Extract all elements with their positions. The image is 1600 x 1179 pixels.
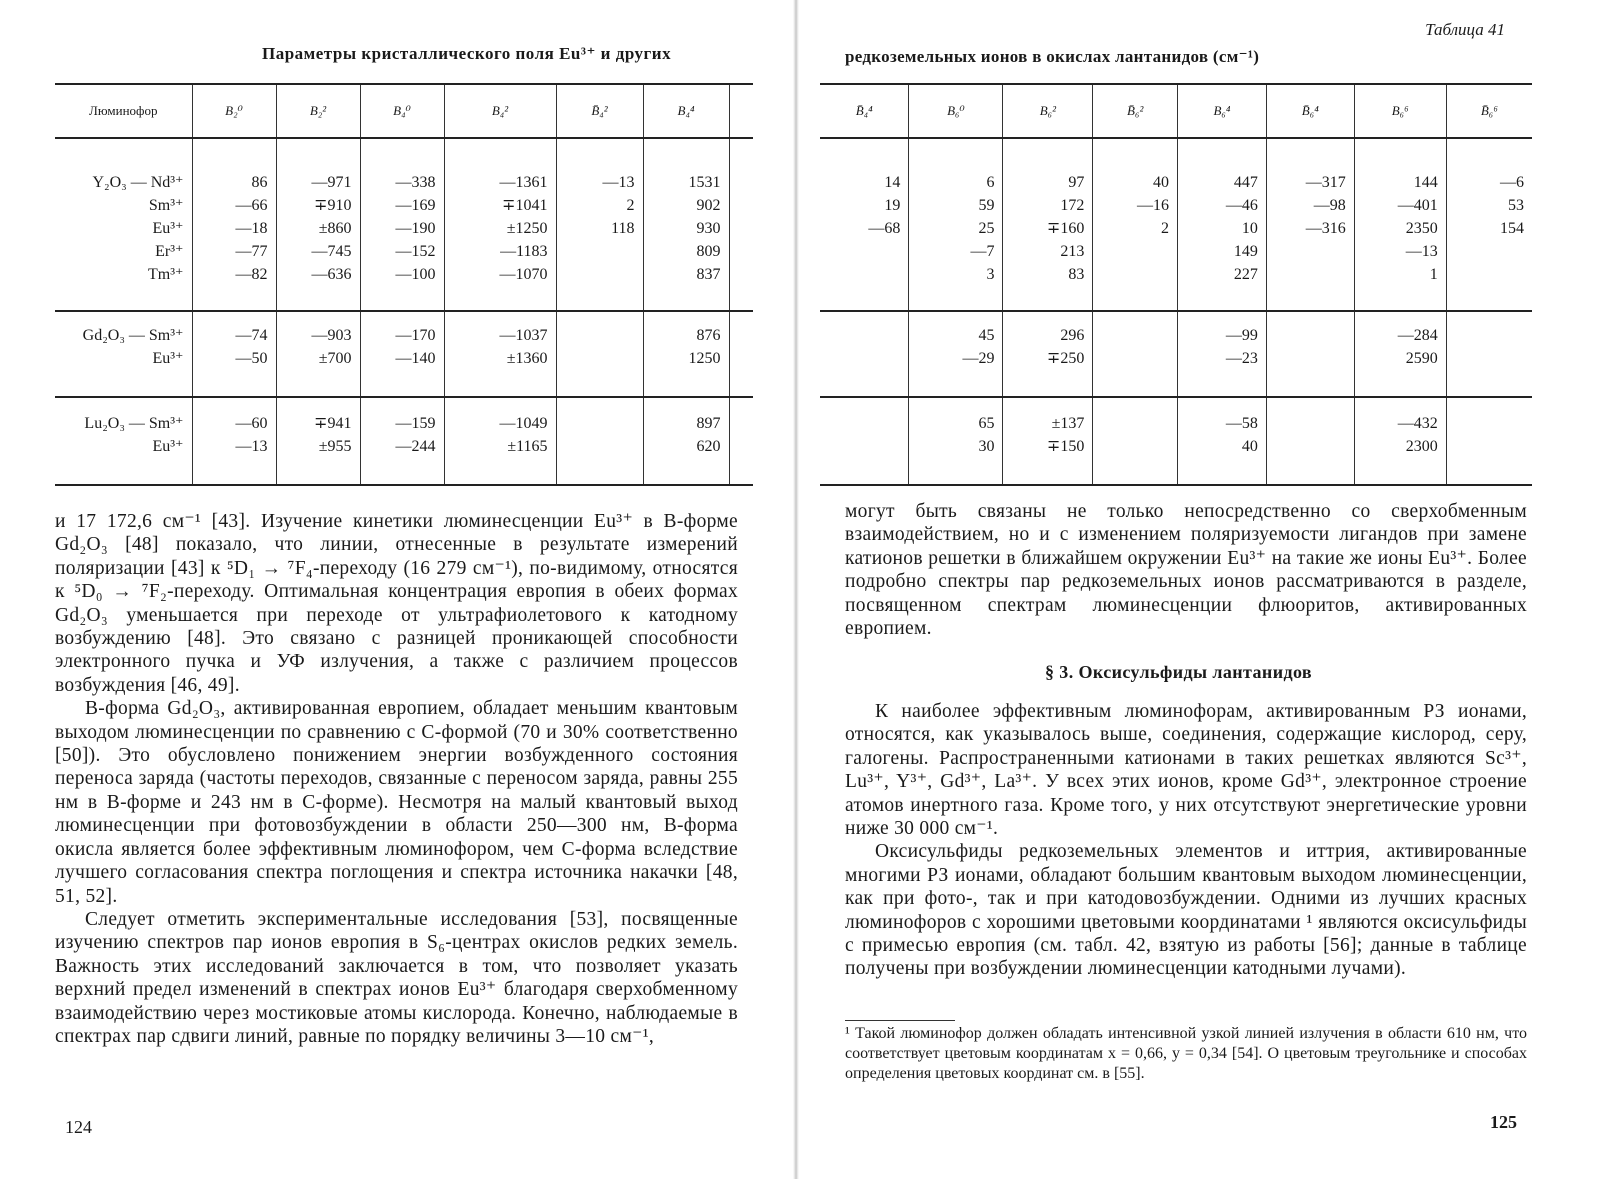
table-cell: —100: [395, 266, 436, 283]
table-cell: ∓910: [314, 197, 352, 214]
table-cell: 45: [978, 327, 995, 344]
header-b20: B₂⁰: [192, 84, 276, 138]
table-cell: 14: [884, 174, 901, 191]
table-cell: —903: [311, 327, 352, 344]
table-cell: 447: [1233, 174, 1258, 191]
table-cell: 59: [978, 197, 995, 214]
table-cell: 876: [696, 327, 721, 344]
table-row-group: [55, 397, 753, 485]
phosphor-label: [63, 171, 184, 194]
table-cell: —98: [1313, 197, 1346, 214]
left-page: [0, 0, 790, 1179]
table-cell: 227: [1233, 266, 1258, 283]
phosphor-label: [63, 217, 184, 240]
table-cell: —74: [235, 327, 268, 344]
table-cell: —971: [311, 174, 352, 191]
header-b42-bar: B̄₄²: [556, 84, 643, 138]
activator-ion: Nd³⁺: [150, 174, 184, 191]
table-cell: 40: [1153, 174, 1170, 191]
table-cell: 3: [986, 266, 995, 283]
table-cell: 86: [251, 174, 268, 191]
header-b66-bar: B̄₆⁶: [1446, 84, 1532, 138]
table-cell: —244: [395, 438, 436, 455]
table-row-group: [55, 138, 753, 311]
phosphor-label: [63, 240, 184, 263]
host-lattice: Lu₂O₃ —: [84, 415, 149, 432]
table-cell: ±860: [318, 220, 352, 237]
header-b66: B₆⁶: [1354, 84, 1446, 138]
left-body-text: [55, 510, 738, 1048]
table-cell: 1250: [688, 350, 721, 367]
table-cell: ±955: [318, 438, 352, 455]
activator-ion: Sm³⁺: [148, 415, 184, 432]
table-cell: —1070: [499, 266, 548, 283]
header-b60: B₆⁰: [909, 84, 1003, 138]
table-cell: —140: [395, 350, 436, 367]
header-b64-bar: B̄₆⁴: [1266, 84, 1354, 138]
footnote: ¹ Такой люминофор должен обладать интенсивной узкой линией излучения в области 610 нм, что соответствует цветовым координатам x = 0,66, y = 0,34 [54]. О цветовым треугольнике и способах определения цветовых координат см. в [55].: [845, 1025, 1527, 1082]
table-cell: ±1165: [507, 438, 548, 455]
table-cell: —317: [1305, 174, 1346, 191]
table-cell: 1: [1429, 266, 1438, 283]
table-cell: 6: [986, 174, 995, 191]
table-cell: 2: [626, 197, 635, 214]
paragraph: B-форма Gd₂O₃, активированная европием, обладает меньшим квантовым выходом люминесценции по сравнению с C-формой (70 и 30% соответственно [50]). Это обусловлено понижением энергии возбужденного состояния переноса заряда (частоты переходов, связанные с переносом заряда, равны 255 нм в B-форме и 243 нм в C-форме). Несмотря на малый квантовый выход люминесценции при фотовозбуждении в области 250—300 нм, B-форма окисла является более эффективным люминофором, чем C-форма вследствие лучшего согласования спектра поглощения и спектра источника накачки [48, 51, 52].: [55, 698, 738, 907]
phosphor-label: [63, 347, 184, 370]
table-cell: —58: [1225, 415, 1258, 432]
table-cell: —16: [1137, 197, 1170, 214]
table-cell: —13: [235, 438, 268, 455]
header-b44-bar: B̄₄⁴: [820, 84, 909, 138]
table-cell: 620: [696, 438, 721, 455]
header-b22: B₂²: [276, 84, 360, 138]
table-cell: —190: [395, 220, 436, 237]
table-cell: —77: [235, 243, 268, 260]
phosphor-label: [63, 435, 184, 458]
table-row-group: [820, 138, 1532, 311]
table-cell: 154: [1500, 220, 1524, 237]
table-cell: —6: [1500, 174, 1524, 191]
table-cell: —169: [395, 197, 436, 214]
right-body-text-top: [845, 500, 1527, 640]
activator-ion: Er³⁺: [155, 243, 184, 260]
table-row-group: [55, 311, 753, 397]
section-heading: § 3. Оксисульфиды лантанидов: [1045, 662, 1313, 682]
table-cell: ±137: [1051, 415, 1085, 432]
table-cell: 2350: [1405, 220, 1438, 237]
table-cell: 902: [696, 197, 721, 214]
table-cell: —7: [970, 243, 995, 260]
phosphor-label: [63, 412, 184, 435]
header-b64: B₆⁴: [1178, 84, 1267, 138]
table-row-group: [820, 397, 1532, 485]
table-cell: —13: [1405, 243, 1438, 260]
paragraph: Следует отметить экспериментальные исследования [53], посвященные изучению спектров пар ионов европия в S₆-центрах окислов редких земель. Важность этих исследований заключается в том, что позволяет указать верхний предел изменений в спектрах ионов Eu³⁺ благодаря сверхобменному взаимодействию через мостиковые атомы кислорода. Конечно, наблюдаемые в спектрах пар сдвиги линий, равные по порядку величины 3—10 см⁻¹,: [55, 908, 738, 1047]
table-cell: —1049: [499, 415, 548, 432]
paragraph: могут быть связаны не только непосредственно со сверхобменным взаимодействием, но и с изменением поляризуемости лигандов при замене катионов решетки в ближайшем окружении Eu³⁺ на такие же ионы Eu³⁺. Более подробно спектры пар редкоземельных ионов рассматриваются в разделе, посвященном спектрам люминесценции флюоритов, активированных европием.: [845, 501, 1527, 640]
table-cell: —66: [235, 197, 268, 214]
book-gutter: [793, 0, 799, 1179]
table-cell: 213: [1060, 243, 1085, 260]
phosphor-label: [63, 324, 184, 347]
host-lattice: Y₂O₃ —: [92, 174, 151, 191]
table-cell: —170: [395, 327, 436, 344]
table-cell: 296: [1060, 327, 1085, 344]
phosphor-label: [63, 194, 184, 217]
table-cell: —636: [311, 266, 352, 283]
table-row-group: [820, 311, 1532, 397]
right-body-text: [845, 700, 1527, 981]
table-cell: —1183: [500, 243, 548, 260]
table-cell: ∓150: [1046, 438, 1085, 455]
table-cell: —82: [235, 266, 268, 283]
table-cell: 25: [978, 220, 995, 237]
table-cell: 97: [1068, 174, 1085, 191]
activator-ion: Eu³⁺: [152, 220, 184, 237]
paragraph: Оксисульфиды редкоземельных элементов и иттрия, активированные многими РЗ ионами, обладают большим квантовым выходом люминесценции, как при фото-, так и при катодовозбуждении. Одними из лучших красных люминофоров с хорошими цветовыми координатами ¹ являются оксисульфиды с примесью европия (см. табл. 42, взятую из работы [56]; данные в таблице получены при возбуждении люминесценции катодными лучами).: [845, 841, 1527, 980]
table-cell: —159: [395, 415, 436, 432]
table-cell: —152: [395, 243, 436, 260]
table-cell: ∓1041: [502, 197, 548, 214]
activator-ion: Tm³⁺: [148, 266, 184, 283]
table-cell: 837: [696, 266, 721, 283]
table-cell: 2300: [1405, 438, 1438, 455]
paragraph: и 17 172,6 см⁻¹ [43]. Изучение кинетики люминесценции Eu³⁺ в B-форме Gd₂O₃ [48] показало, что линии, отнесенные в результате измерений поляризации [43] к ⁵D₁ → ⁷F₄-переходу (16 279 см⁻¹), по-видимому, относятся к ⁵D₀ → ⁷F₂-переходу. Оптимальная концентрация европия в обеих формах Gd₂O₃ уменьшается при переходе от ультрафиолетового к катодному возбуждению [48]. Это связано с разницей проникающей способности электронного пучка и УФ излучения, а также с различием процессов возбуждения [46, 49].: [55, 511, 738, 696]
table-cell: 118: [611, 220, 635, 237]
table-cell: —432: [1397, 415, 1438, 432]
table-cell: 930: [696, 220, 721, 237]
table-cell: —316: [1305, 220, 1346, 237]
header-b40: B₄⁰: [360, 84, 444, 138]
table-cell: —29: [962, 350, 995, 367]
phosphor-label: [63, 263, 184, 286]
table-cell: ±700: [318, 350, 352, 367]
activator-ion: Sm³⁺: [148, 327, 184, 344]
table-cell: 149: [1233, 243, 1258, 260]
table-cell: —68: [868, 220, 901, 237]
table-caption-right: редкоземельных ионов в окислах лантанидов (см⁻¹): [845, 47, 1260, 66]
table-cell: 53: [1508, 197, 1524, 214]
table-cell: 2590: [1405, 350, 1438, 367]
table-cell: ±1360: [506, 350, 548, 367]
host-lattice: Gd₂O₃ —: [82, 327, 149, 344]
table-cell: ∓250: [1046, 350, 1085, 367]
table-cell: —18: [235, 220, 268, 237]
table-cell: —60: [235, 415, 268, 432]
footnote-rule: [845, 1020, 955, 1021]
table-cell: —13: [602, 174, 635, 191]
table-cell: —284: [1397, 327, 1438, 344]
table-cell: —50: [235, 350, 268, 367]
table-cell: 897: [696, 415, 721, 432]
activator-ion: Eu³⁺: [152, 350, 184, 367]
table-number-label: Таблица 41: [1425, 20, 1505, 39]
table-cell: —23: [1225, 350, 1258, 367]
table-cell: 1531: [688, 174, 721, 191]
header-b44: B₄⁴: [643, 84, 729, 138]
table-cell: 10: [1241, 220, 1258, 237]
table-cell: 19: [884, 197, 901, 214]
table-cell: —401: [1397, 197, 1438, 214]
paragraph: К наиболее эффективным люминофорам, активированным РЗ ионами, относятся, как указывалось выше, соединения, содержащие кислород, серу, галогены. Распространенными катионами в таких решетках являются Sc³⁺, Lu³⁺, Y³⁺, Gd³⁺, La³⁺. У всех этих ионов, кроме Gd³⁺, электронное строение атомов инертного газа. Кроме того, у них отсутствуют энергетические уровни ниже 30 000 см⁻¹.: [845, 701, 1527, 840]
page-number: 124: [65, 1117, 92, 1137]
table-cell: 144: [1413, 174, 1438, 191]
table-cell: 809: [696, 243, 721, 260]
table-cell: 65: [978, 415, 995, 432]
crystal-field-table-left: [55, 83, 753, 486]
table-cell: 40: [1241, 438, 1258, 455]
table-cell: —338: [395, 174, 436, 191]
activator-ion: Sm³⁺: [148, 197, 184, 214]
table-cell: 2: [1161, 220, 1170, 237]
table-cell: ∓941: [314, 415, 352, 432]
header-b42: B₄²: [444, 84, 556, 138]
table-cell: —1361: [499, 174, 548, 191]
table-cell: ±1250: [506, 220, 548, 237]
table-cell: —46: [1225, 197, 1258, 214]
crystal-field-table-right: [820, 83, 1532, 486]
table-cell: 172: [1060, 197, 1085, 214]
right-page: [810, 0, 1600, 1179]
table-caption-left: Параметры кристаллического поля Eu³⁺ и других: [262, 44, 672, 63]
page-number: 125: [1490, 1112, 1517, 1132]
table-cell: 30: [978, 438, 995, 455]
table-cell: —1037: [499, 327, 548, 344]
table-cell: —745: [311, 243, 352, 260]
activator-ion: Eu³⁺: [152, 438, 184, 455]
table-cell: 83: [1068, 266, 1085, 283]
header-phosphor: Люминофор: [55, 84, 192, 138]
header-b62: B₆²: [1003, 84, 1093, 138]
header-b62-bar: B̄₆²: [1093, 84, 1178, 138]
table-cell: —99: [1225, 327, 1258, 344]
table-cell: ∓160: [1046, 220, 1085, 237]
